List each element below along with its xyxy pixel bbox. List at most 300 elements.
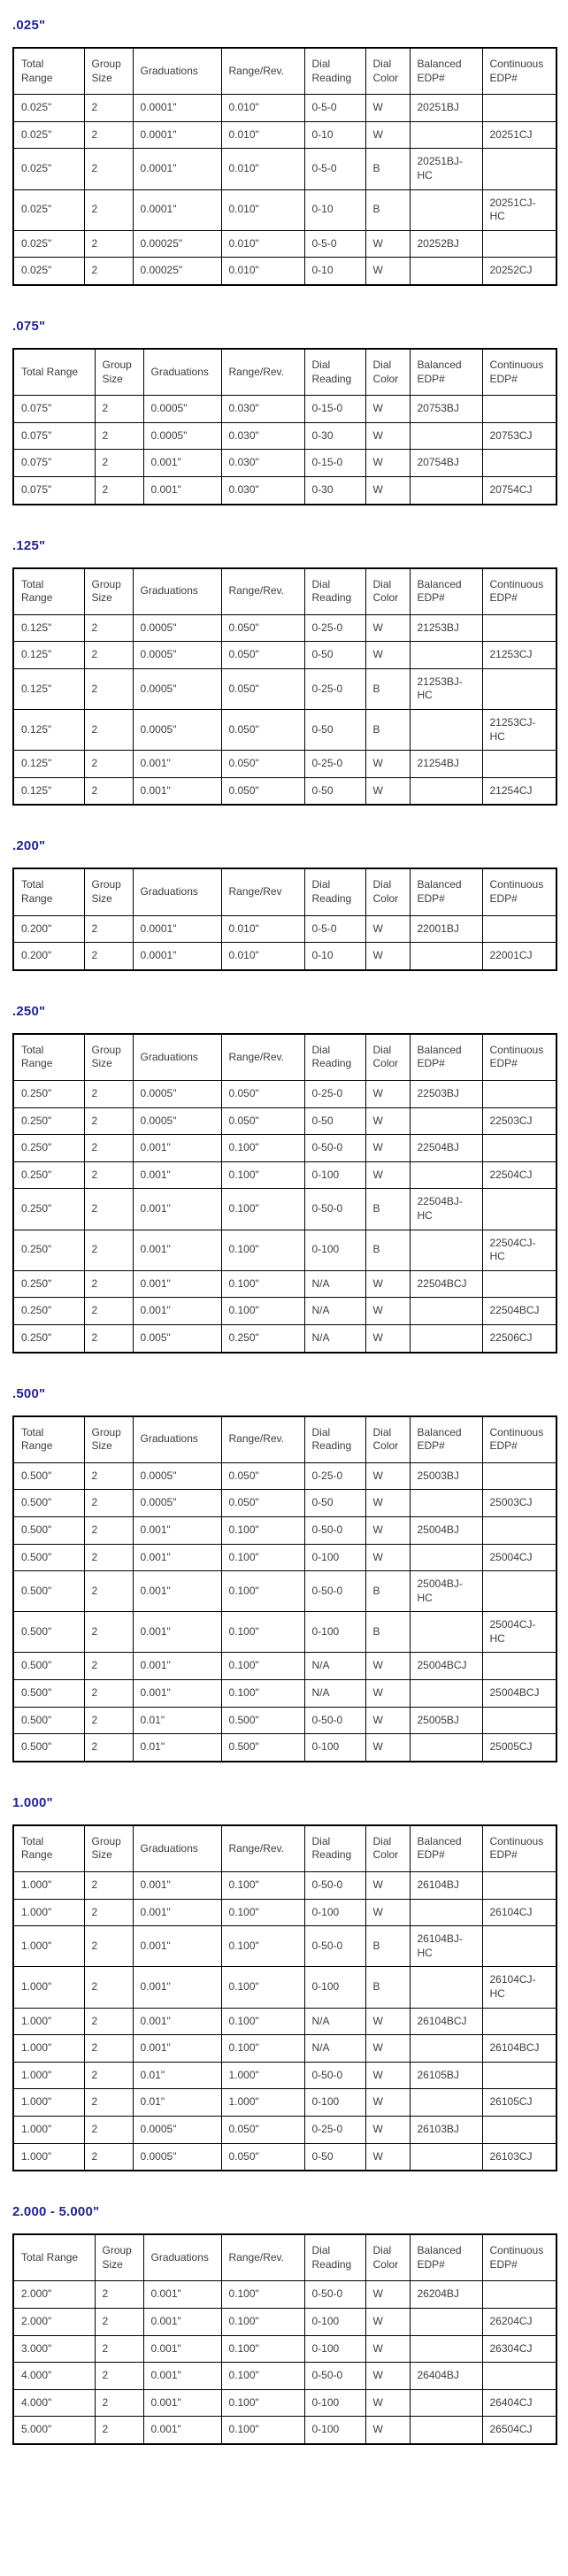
- table-cell: 0.0005": [133, 642, 221, 669]
- table-cell: 0-15-0: [304, 396, 365, 423]
- section-heading: .025": [12, 18, 46, 33]
- table-cell: 25004BJ-HC: [410, 1571, 482, 1612]
- table-cell: 1.000": [13, 1926, 84, 1967]
- table-cell: [410, 710, 482, 751]
- table-cell: W: [365, 1490, 410, 1517]
- table-cell: 0.001": [133, 1967, 221, 2008]
- table-cell: 0.010": [221, 943, 304, 970]
- column-header: Graduations: [143, 349, 221, 396]
- table-cell: 0-50: [304, 1107, 365, 1135]
- table-cell: 0.001": [133, 1680, 221, 1708]
- column-header: Dial Color: [365, 2234, 410, 2281]
- table-cell: [410, 258, 482, 285]
- table-row: [13, 2143, 556, 2171]
- table-cell: 0.500": [13, 1680, 84, 1708]
- table-cell: 0.500": [13, 1544, 84, 1571]
- table-cell: 0.100": [221, 1899, 304, 1926]
- table-cell: 4.000": [13, 2363, 95, 2390]
- table-cell: 0.100": [221, 1161, 304, 1189]
- table-cell: 0-100: [304, 1734, 365, 1762]
- table-cell: 22504CJ: [482, 1161, 556, 1189]
- table-cell: 0-10: [304, 258, 365, 285]
- table-row: [13, 95, 556, 122]
- table-cell: 0.500": [13, 1516, 84, 1544]
- table-header-row: [13, 1034, 556, 1081]
- table-cell: 0-50-0: [304, 2062, 365, 2089]
- table-cell: [410, 121, 482, 149]
- table-cell: 0-30: [304, 422, 365, 450]
- table-cell: 0.250": [13, 1135, 84, 1162]
- table-row: [13, 2062, 556, 2089]
- table-cell: 22504BJ-HC: [410, 1189, 482, 1230]
- table-row: [13, 2089, 556, 2117]
- table-cell: 0.001": [133, 1516, 221, 1544]
- table-cell: [410, 2389, 482, 2417]
- table-cell: 0.050": [221, 2143, 304, 2171]
- table-cell: 0.100": [221, 1189, 304, 1230]
- table-cell: 0.0005": [133, 1081, 221, 1108]
- table-row: [13, 1230, 556, 1270]
- table-cell: [410, 422, 482, 450]
- table-row: [13, 1161, 556, 1189]
- table-header-row: [13, 1825, 556, 1872]
- table-cell: 0.075": [13, 476, 95, 504]
- column-header: Dial Color: [365, 868, 410, 915]
- table-cell: 2: [95, 2335, 143, 2363]
- column-header: Range/Rev.: [221, 349, 304, 396]
- table-cell: 2: [84, 149, 133, 189]
- section-heading: .125": [12, 537, 46, 553]
- table-cell: W: [365, 1270, 410, 1298]
- table-cell: 2: [95, 2281, 143, 2309]
- table-cell: 2: [84, 1161, 133, 1189]
- column-header: Total Range: [13, 1825, 84, 1872]
- table-cell: 0.050": [221, 642, 304, 669]
- column-header: Graduations: [133, 1034, 221, 1081]
- table-cell: 0-100: [304, 2335, 365, 2363]
- table-cell: 26105CJ: [482, 2089, 556, 2117]
- table-cell: 0.050": [221, 1081, 304, 1108]
- table-cell: 21253BJ: [410, 614, 482, 642]
- table-cell: 0.075": [13, 422, 95, 450]
- table-row: [13, 2417, 556, 2444]
- table-cell: 25004CJ: [482, 1544, 556, 1571]
- table-cell: 2: [95, 2308, 143, 2335]
- table-cell: 1.000": [13, 2143, 84, 2171]
- table-row: [13, 230, 556, 258]
- column-header: Group Size: [84, 48, 133, 95]
- table-cell: 2: [84, 1872, 133, 1900]
- column-header: Dial Reading: [304, 1416, 365, 1463]
- table-cell: 2: [84, 1135, 133, 1162]
- table-cell: [410, 2089, 482, 2117]
- table-cell: [410, 943, 482, 970]
- table-cell: 21253CJ-HC: [482, 710, 556, 751]
- table-cell: 1.000": [13, 2008, 84, 2035]
- table-cell: [410, 1230, 482, 1270]
- table-cell: 0.01": [133, 2089, 221, 2117]
- table-cell: W: [365, 642, 410, 669]
- table-cell: 0-100: [304, 1967, 365, 2008]
- spec-table: [12, 348, 557, 505]
- table-cell: 0.001": [133, 1270, 221, 1298]
- table-cell: W: [365, 230, 410, 258]
- spec-table: [12, 47, 557, 286]
- table-cell: [410, 1298, 482, 1325]
- table-header-row: [13, 349, 556, 396]
- table-cell: W: [365, 1516, 410, 1544]
- table-cell: [410, 1490, 482, 1517]
- table-cell: 26103BJ: [410, 2116, 482, 2143]
- table-cell: W: [365, 2335, 410, 2363]
- table-cell: 0.100": [221, 2363, 304, 2390]
- column-header: Balanced EDP#: [410, 2234, 482, 2281]
- column-header: Dial Color: [365, 349, 410, 396]
- table-cell: 0.250": [13, 1107, 84, 1135]
- table-cell: W: [365, 2008, 410, 2035]
- table-cell: 0.0005": [143, 396, 221, 423]
- spec-table: [12, 1033, 557, 1354]
- table-cell: 26104BCJ: [482, 2035, 556, 2063]
- table-cell: 0-100: [304, 2089, 365, 2117]
- table-cell: 0.100": [221, 2035, 304, 2063]
- table-cell: 0.0001": [133, 121, 221, 149]
- column-header: Continuous EDP#: [482, 1825, 556, 1872]
- table-cell: W: [365, 1324, 410, 1352]
- column-header: Group Size: [84, 568, 133, 615]
- table-cell: 0.001": [133, 1653, 221, 1680]
- table-cell: 0-25-0: [304, 1081, 365, 1108]
- table-cell: 0.01": [133, 2062, 221, 2089]
- column-header: Dial Reading: [304, 2234, 365, 2281]
- spec-table: [12, 2233, 557, 2445]
- table-cell: W: [365, 258, 410, 285]
- table-cell: 26103CJ: [482, 2143, 556, 2171]
- spec-table: [12, 1415, 557, 1762]
- table-cell: B: [365, 668, 410, 709]
- table-cell: 25004BCJ: [482, 1680, 556, 1708]
- table-cell: 0-25-0: [304, 1462, 365, 1490]
- table-cell: [410, 476, 482, 504]
- table-cell: [410, 2308, 482, 2335]
- table-cell: 2: [95, 2363, 143, 2390]
- table-cell: [410, 777, 482, 805]
- column-header: Continuous EDP#: [482, 1416, 556, 1463]
- table-cell: W: [365, 777, 410, 805]
- column-header: Balanced EDP#: [410, 1825, 482, 1872]
- table-cell: [482, 668, 556, 709]
- table-cell: 0.001": [133, 1135, 221, 1162]
- section-heading: 2.000 - 5.000": [12, 2204, 100, 2220]
- table-cell: N/A: [304, 1324, 365, 1352]
- table-cell: 2: [84, 1516, 133, 1544]
- spec-sections-container: [12, 18, 556, 2445]
- table-cell: [482, 1189, 556, 1230]
- table-cell: 2: [84, 121, 133, 149]
- table-cell: [410, 2335, 482, 2363]
- table-cell: 0.025": [13, 121, 84, 149]
- table-cell: 0-5-0: [304, 230, 365, 258]
- table-cell: 0.250": [13, 1270, 84, 1298]
- table-cell: 0.00025": [133, 258, 221, 285]
- table-cell: 2: [84, 614, 133, 642]
- table-cell: 1.000": [221, 2089, 304, 2117]
- table-cell: 0.125": [13, 751, 84, 778]
- table-cell: 2: [84, 1571, 133, 1612]
- table-cell: 20753CJ: [482, 422, 556, 450]
- table-cell: W: [365, 2389, 410, 2417]
- table-cell: [482, 1926, 556, 1967]
- table-cell: [410, 1324, 482, 1352]
- table-row: [13, 1544, 556, 1571]
- table-row: [13, 2281, 556, 2309]
- table-row: [13, 1899, 556, 1926]
- table-cell: 21253BJ-HC: [410, 668, 482, 709]
- table-cell: 0-10: [304, 943, 365, 970]
- table-cell: 3.000": [13, 2335, 95, 2363]
- table-cell: 0.250": [13, 1230, 84, 1270]
- table-cell: 22506CJ: [482, 1324, 556, 1352]
- table-cell: 0-50: [304, 777, 365, 805]
- table-cell: 0.001": [133, 1571, 221, 1612]
- table-cell: 2: [84, 777, 133, 805]
- table-cell: B: [365, 1967, 410, 2008]
- table-cell: 2: [84, 1734, 133, 1762]
- table-cell: 21254BJ: [410, 751, 482, 778]
- table-cell: 0.010": [221, 230, 304, 258]
- table-cell: [482, 1081, 556, 1108]
- table-row: [13, 476, 556, 504]
- table-cell: 0-5-0: [304, 915, 365, 943]
- table-cell: 0-25-0: [304, 751, 365, 778]
- table-cell: 2: [84, 1926, 133, 1967]
- table-cell: W: [365, 2281, 410, 2309]
- table-cell: 0.100": [221, 2308, 304, 2335]
- table-cell: 0.001": [143, 2363, 221, 2390]
- table-cell: 26104BJ-HC: [410, 1926, 482, 1967]
- table-cell: W: [365, 2062, 410, 2089]
- table-cell: [410, 1734, 482, 1762]
- table-cell: [482, 1135, 556, 1162]
- table-cell: 0.125": [13, 710, 84, 751]
- column-header: Total Range: [13, 349, 95, 396]
- table-cell: W: [365, 751, 410, 778]
- column-header: Dial Reading: [304, 48, 365, 95]
- table-cell: 0.200": [13, 915, 84, 943]
- table-row: [13, 1612, 556, 1653]
- table-cell: W: [365, 450, 410, 477]
- table-cell: [410, 1680, 482, 1708]
- table-cell: 0.100": [221, 1298, 304, 1325]
- table-cell: W: [365, 1081, 410, 1108]
- table-cell: 2: [84, 230, 133, 258]
- table-cell: W: [365, 1653, 410, 1680]
- table-cell: 0-15-0: [304, 450, 365, 477]
- table-cell: B: [365, 149, 410, 189]
- table-cell: 2: [84, 2089, 133, 2117]
- table-cell: [410, 2035, 482, 2063]
- table-cell: 0.500": [13, 1612, 84, 1653]
- table-cell: 26404BJ: [410, 2363, 482, 2390]
- table-cell: W: [365, 915, 410, 943]
- table-cell: 0.100": [221, 2281, 304, 2309]
- table-cell: B: [365, 189, 410, 230]
- table-cell: 2: [84, 2062, 133, 2089]
- table-cell: W: [365, 1298, 410, 1325]
- table-cell: 0.001": [133, 751, 221, 778]
- table-row: [13, 1571, 556, 1612]
- table-cell: 0.001": [143, 2389, 221, 2417]
- table-cell: 20251CJ: [482, 121, 556, 149]
- column-header: Dial Reading: [304, 1034, 365, 1081]
- table-cell: [482, 2062, 556, 2089]
- table-cell: 26504CJ: [482, 2417, 556, 2444]
- table-cell: 0.0005": [133, 1462, 221, 1490]
- table-cell: 0.030": [221, 476, 304, 504]
- table-cell: W: [365, 121, 410, 149]
- table-cell: 0.250": [13, 1081, 84, 1108]
- table-cell: 26204BJ: [410, 2281, 482, 2309]
- column-header: Total Range: [13, 568, 84, 615]
- table-cell: 0-100: [304, 1161, 365, 1189]
- table-cell: 0.025": [13, 230, 84, 258]
- table-cell: 20251BJ-HC: [410, 149, 482, 189]
- table-cell: [482, 751, 556, 778]
- table-cell: 0.010": [221, 95, 304, 122]
- table-cell: B: [365, 1189, 410, 1230]
- table-cell: 0.001": [133, 1926, 221, 1967]
- table-cell: [482, 450, 556, 477]
- table-cell: 0.050": [221, 1490, 304, 1517]
- table-cell: 25005BJ: [410, 1707, 482, 1734]
- table-cell: 2: [84, 642, 133, 669]
- table-cell: 22504BCJ: [482, 1298, 556, 1325]
- table-cell: 22001CJ: [482, 943, 556, 970]
- table-cell: 2: [84, 95, 133, 122]
- column-header: Dial Reading: [304, 868, 365, 915]
- table-cell: 2: [84, 1899, 133, 1926]
- table-cell: 0-50: [304, 1490, 365, 1517]
- table-cell: 2: [84, 915, 133, 943]
- table-cell: 0.01": [133, 1707, 221, 1734]
- table-cell: W: [365, 1707, 410, 1734]
- table-cell: 0-30: [304, 476, 365, 504]
- table-row: [13, 1270, 556, 1298]
- column-header: Dial Reading: [304, 349, 365, 396]
- table-row: [13, 1189, 556, 1230]
- table-cell: [410, 1107, 482, 1135]
- table-cell: 2: [84, 1270, 133, 1298]
- table-cell: 0-100: [304, 1544, 365, 1571]
- table-cell: 0.0005": [143, 422, 221, 450]
- table-cell: 2: [84, 1967, 133, 2008]
- table-cell: 2: [84, 2008, 133, 2035]
- table-cell: 0-50-0: [304, 2281, 365, 2309]
- table-row: [13, 1107, 556, 1135]
- table-row: [13, 915, 556, 943]
- table-cell: W: [365, 1680, 410, 1708]
- table-cell: 0.500": [13, 1734, 84, 1762]
- table-cell: 0.100": [221, 1967, 304, 2008]
- column-header: Group Size: [95, 2234, 143, 2281]
- table-cell: 0.100": [221, 1653, 304, 1680]
- table-cell: 2: [95, 2389, 143, 2417]
- table-cell: 0-100: [304, 2308, 365, 2335]
- table-cell: W: [365, 2143, 410, 2171]
- column-header: Range/Rev.: [221, 568, 304, 615]
- table-cell: N/A: [304, 2008, 365, 2035]
- table-cell: [482, 2363, 556, 2390]
- table-cell: 0-5-0: [304, 95, 365, 122]
- table-cell: 0.001": [133, 1899, 221, 1926]
- table-row: [13, 1926, 556, 1967]
- column-header: Group Size: [84, 1416, 133, 1463]
- table-cell: 0-50-0: [304, 1872, 365, 1900]
- table-cell: 21253CJ: [482, 642, 556, 669]
- table-row: [13, 1324, 556, 1352]
- table-row: [13, 149, 556, 189]
- table-cell: 0.100": [221, 2389, 304, 2417]
- table-cell: 0.001": [133, 1544, 221, 1571]
- table-cell: W: [365, 2417, 410, 2444]
- column-header: Total Range: [13, 1034, 84, 1081]
- table-cell: 0.100": [221, 1230, 304, 1270]
- table-cell: 2: [95, 476, 143, 504]
- table-cell: N/A: [304, 1270, 365, 1298]
- table-cell: [482, 1516, 556, 1544]
- table-cell: [482, 915, 556, 943]
- table-cell: 0.0005": [133, 614, 221, 642]
- table-cell: 0.0001": [133, 189, 221, 230]
- table-cell: 0.001": [133, 1872, 221, 1900]
- table-row: [13, 2116, 556, 2143]
- table-cell: 0.200": [13, 943, 84, 970]
- table-cell: [410, 1899, 482, 1926]
- table-cell: 25004CJ-HC: [482, 1612, 556, 1653]
- table-cell: 0.001": [133, 2035, 221, 2063]
- table-cell: 0.100": [221, 1571, 304, 1612]
- table-cell: 0.0001": [133, 95, 221, 122]
- column-header: Dial Color: [365, 1825, 410, 1872]
- table-cell: 0.001": [133, 1298, 221, 1325]
- column-header: Continuous EDP#: [482, 48, 556, 95]
- table-cell: 0.030": [221, 396, 304, 423]
- table-cell: 0.005": [133, 1324, 221, 1352]
- column-header: Dial Reading: [304, 1825, 365, 1872]
- table-cell: 0-50: [304, 710, 365, 751]
- table-cell: 0.075": [13, 450, 95, 477]
- table-cell: 0-50-0: [304, 1189, 365, 1230]
- table-cell: 0-100: [304, 1230, 365, 1270]
- column-header: Dial Color: [365, 1416, 410, 1463]
- table-cell: 1.000": [13, 2035, 84, 2063]
- table-row: [13, 1490, 556, 1517]
- table-cell: 0.050": [221, 2116, 304, 2143]
- table-header-row: [13, 2234, 556, 2281]
- table-cell: 20252CJ: [482, 258, 556, 285]
- table-cell: W: [365, 2089, 410, 2117]
- column-header: Balanced EDP#: [410, 1034, 482, 1081]
- column-header: Group Size: [84, 1825, 133, 1872]
- table-cell: [482, 1571, 556, 1612]
- table-row: [13, 422, 556, 450]
- table-cell: [482, 614, 556, 642]
- table-cell: 25005CJ: [482, 1734, 556, 1762]
- table-cell: 0.100": [221, 1872, 304, 1900]
- table-cell: 0.025": [13, 95, 84, 122]
- table-cell: 1.000": [13, 2062, 84, 2089]
- column-header: Group Size: [84, 1034, 133, 1081]
